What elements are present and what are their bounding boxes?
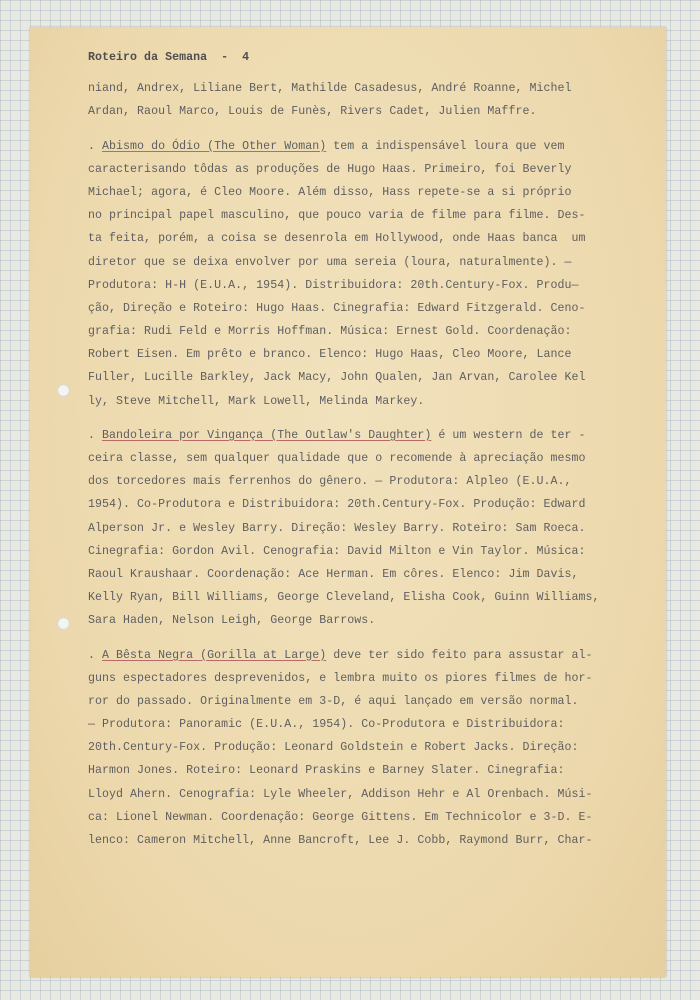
text-line: Raoul Kraushaar. Coordenação: Ace Herman. Em côres. Elenco: Jim Davis, — [88, 567, 579, 581]
text-line: Robert Eisen. Em prêto e branco. Elenco: Hugo Haas, Cleo Moore, Lance — [88, 348, 572, 362]
film-title: Bandoleira por Vingança (The Outlaw's Daughter) — [102, 428, 432, 442]
text-line: Fuller, Lucille Barkley, Jack Macy, John Qualen, Jan Arvan, Carolee Kel — [88, 371, 586, 385]
bullet: . — [88, 648, 103, 662]
text-line: é um western de ter - — [431, 428, 586, 442]
text-line: tem a indispensável loura que vem — [326, 139, 565, 153]
text-line: diretor que se deixa envolver por uma sereia (loura, naturalmente). — — [88, 255, 572, 269]
text-line: Harmon Jones. Roteiro: Leonard Praskins e Barney Slater. Cinegrafia: — [88, 764, 565, 778]
page-header: Roteiro da Semana - 4 — [88, 51, 250, 64]
text-line: Alperson Jr. e Wesley Barry. Direção: Wesley Barry. Rotеiro: Sam Roeca. — [88, 521, 586, 535]
text-line: guns espectadores desprevenidos, e lembra muito os piores filmes de hor- — [88, 671, 593, 685]
film-title: A Bêsta Negra (Gorilla at Large) — [102, 648, 327, 662]
text-line: ror do passado. Originalmente em 3-D, é aqui lançado em versão normal. — [88, 694, 579, 708]
text-line: ca: Lionel Newman. Coordenação: George Gittens. Em Technicolor e 3-D. E- — [88, 810, 593, 824]
punch-hole — [57, 384, 70, 397]
text-line: caracterisando tôdas as produções de Hugo Haas. Primeiro, foi Beverly — [88, 162, 572, 176]
bullet: . — [88, 139, 103, 153]
review-entry-besta-negra — [88, 644, 644, 853]
review-entry-abismo — [88, 135, 644, 413]
text-line: grafia: Rudi Feld e Morris Hoffman. Música: Ernest Gold. Coordenação: — [88, 325, 572, 339]
punch-hole — [57, 617, 70, 630]
film-title: Abismo do Ódio (The Other Woman) — [102, 139, 327, 153]
typewritten-page — [30, 27, 666, 977]
text-line: Kelly Ryan, Bill Williams, George Cleveland, Elisha Cook, Guinn Williams, — [88, 591, 600, 605]
text-line: Sara Haden, Nelson Leigh, George Barrows. — [88, 614, 376, 628]
text-line: ta feita, porém, a coisa se desenrola em Hollywood, onde Haas banca um — [88, 232, 586, 246]
text-line: Cinegrafia: Gordon Avil. Cenografia: David Milton e Vin Taylor. Música: — [88, 544, 586, 558]
text-line: dos torcedores mais ferrenhos do gênero. — Produtora: Alpleo (E.U.A., — [88, 475, 572, 489]
text-line: Ardan, Raoul Marco, Louis de Funès, Rivers Cadet, Julien Maffre. — [88, 105, 537, 119]
text-line: niand, Andrex, Liliane Bert, Mathilde Casadesus, André Roanne, Michel — [88, 82, 572, 96]
text-line: no principal papel masculino, que pouco varia de filme para filme. Des- — [88, 209, 586, 223]
bullet: . — [88, 428, 103, 442]
text-line: — Produtora: Panoramic (E.U.A., 1954). Co-Produtora e Distribuidora: — [88, 718, 565, 732]
text-line: Produtora: H-H (E.U.A., 1954). Distribuidora: 20th.Century-Fox. Produ— — [88, 278, 579, 292]
text-line: 1954). Co-Produtora e Distribuidora: 20th.Century-Fox. Produção: Edward — [88, 498, 586, 512]
text-line: ly, Steve Mitchell, Mark Lowell, Melinda Markey. — [88, 394, 425, 408]
page-text — [88, 46, 644, 852]
text-line: ceira classe, sem qualquer qualidade que o recomende à apreciação mesmo — [88, 452, 586, 465]
intro-paragraph — [88, 77, 644, 123]
text-line: ção, Direção e Roteiro: Hugo Haas. Cinegrafia: Edward Fitzgerald. Ceno- — [88, 301, 586, 315]
review-entry-bandoleira — [88, 424, 644, 633]
text-line: deve ter sido feito para assustar al- — [326, 648, 593, 662]
text-line: lenco: Cameron Mitchell, Anne Bancroft, Lee J. Cobb, Raymond Burr, Char- — [88, 834, 593, 847]
text-line: Michael; agora, é Cleo Moore. Além disso, Hass repete-se a si próprio — [88, 185, 572, 199]
text-line: Lloyd Ahern. Cenografia: Lyle Wheeler, Addison Hehr e Al Orenbach. Músi- — [88, 787, 593, 801]
text-line: 20th.Century-Fox. Produção: Leonard Goldstein e Robert Jacks. Direção: — [88, 741, 579, 755]
